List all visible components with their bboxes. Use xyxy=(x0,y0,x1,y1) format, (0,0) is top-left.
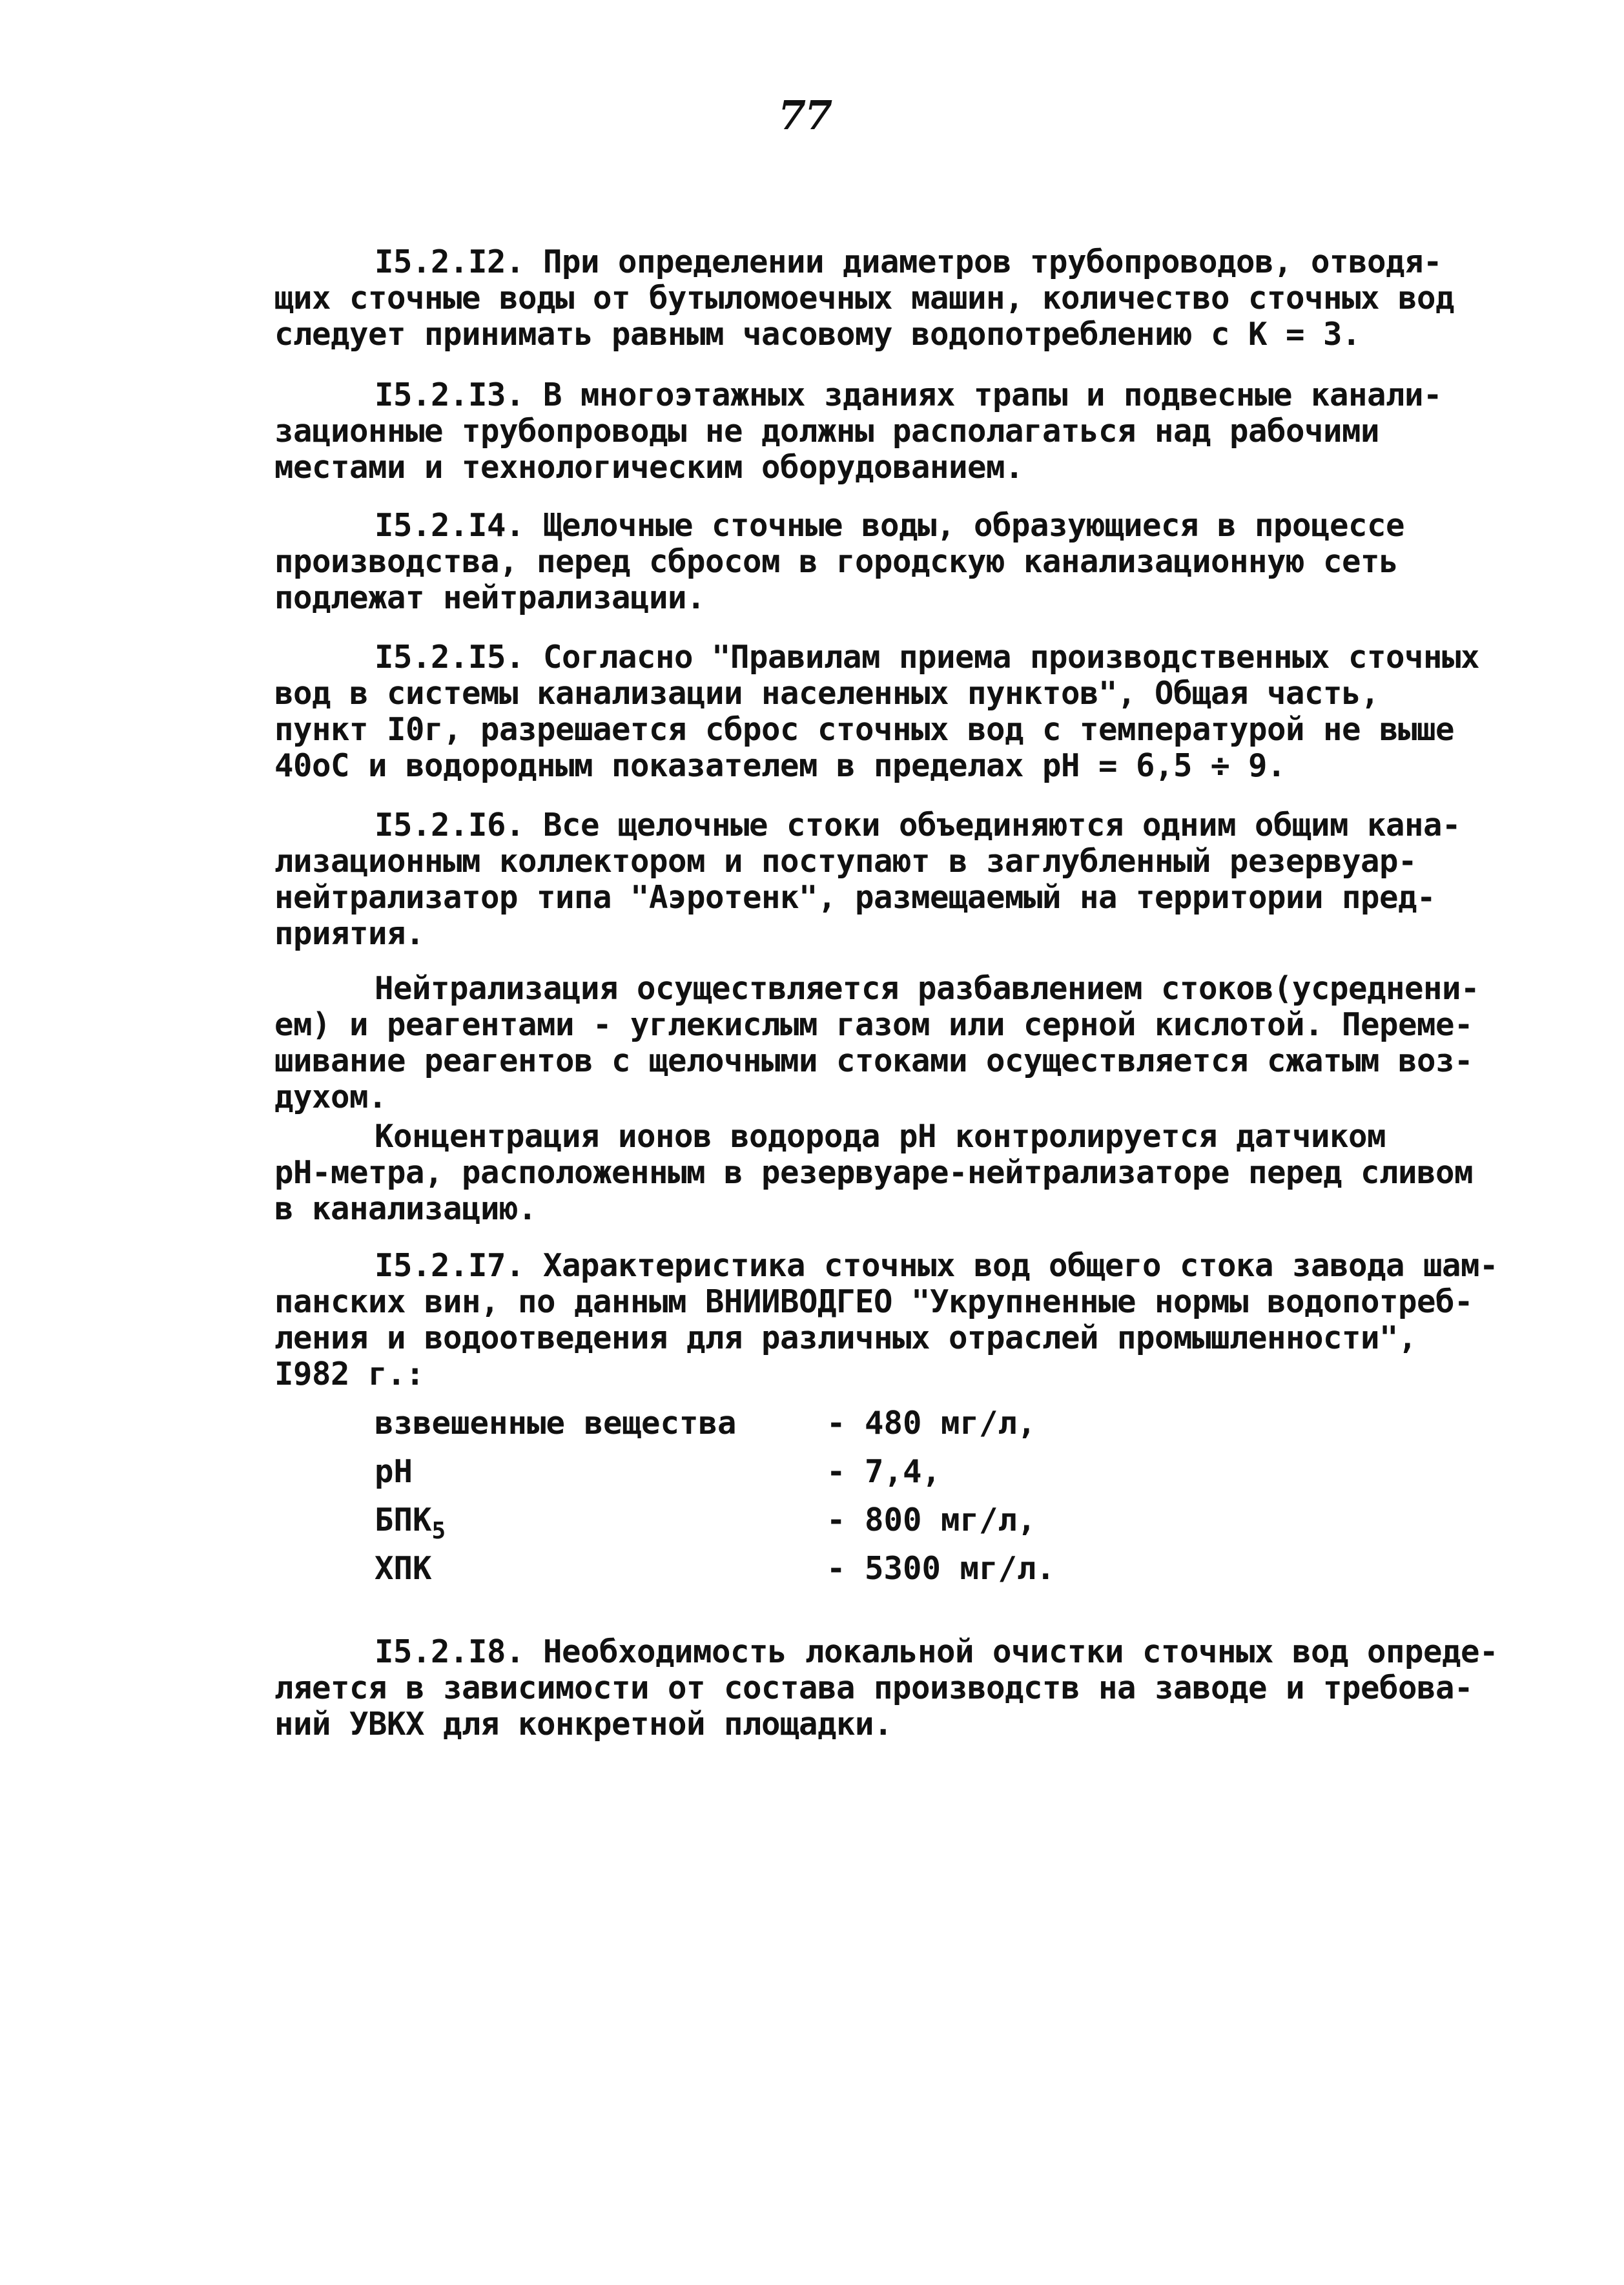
text-line: приятия. xyxy=(274,915,425,952)
list-item xyxy=(375,1496,1055,1544)
text-line: панских вин, по данным ВНИИВОДГЕО "Укрупненные нормы водопотреб- xyxy=(274,1283,1474,1320)
characteristic-value: - 800 мг/л, xyxy=(827,1502,1036,1538)
text-line: нейтрализатор типа "Аэротенк", размещаемый на территории пред- xyxy=(274,879,1436,916)
characteristic-name: взвешенные вещества xyxy=(375,1405,737,1442)
paragraph-15-2-15 xyxy=(274,639,1572,784)
paragraph-15-2-17 xyxy=(274,1248,1572,1392)
text-line: 40оС и водородным показателем в пределах рН = 6,5 ÷ 9. xyxy=(274,747,1286,784)
characteristic-name-wrapper xyxy=(375,1496,827,1544)
text-line: зационные трубопроводы не должны располагаться над рабочими xyxy=(274,413,1380,450)
characteristic-value: - 7,4, xyxy=(827,1453,941,1490)
list-item xyxy=(375,1544,1055,1593)
characteristic-name: рН xyxy=(375,1453,413,1490)
paragraph-15-2-13 xyxy=(274,377,1572,486)
text-line: подлежат нейтрализации. xyxy=(274,579,706,616)
text-line: I5.2.I2. При определении диаметров трубопроводов, отводя- xyxy=(375,243,1443,280)
paragraph-15-2-18 xyxy=(274,1634,1572,1742)
text-line: I5.2.I5. Согласно "Правилам приема производственных сточных xyxy=(375,639,1480,676)
characteristic-subscript: 5 xyxy=(431,1518,446,1544)
text-line: ний УВКХ для конкретной площадки. xyxy=(274,1706,893,1742)
characteristic-name: ХПК xyxy=(375,1550,432,1587)
text-line: следует принимать равным часовому водопотреблению с К = 3. xyxy=(274,316,1361,353)
text-line: I5.2.I7. Характеристика сточных вод общего стока завода шам- xyxy=(375,1247,1499,1284)
text-line: духом. xyxy=(274,1079,387,1115)
text-line: местами и технологическим оборудованием. xyxy=(274,449,1024,486)
text-line: Концентрация ионов водорода рН контролируется датчиком xyxy=(375,1118,1386,1155)
text-line: щих сточные воды от бутыломоечных машин, количество сточных вод xyxy=(274,280,1455,316)
text-line: лизационным коллектором и поступают в заглубленный резервуар- xyxy=(274,843,1417,880)
text-line: вод в системы канализации населенных пунктов", Общая часть, xyxy=(274,675,1380,712)
list-item xyxy=(375,1399,1055,1447)
text-line: I982 г.: xyxy=(274,1356,425,1392)
text-line: I5.2.I6. Все щелочные стоки объединяются одним общим кана- xyxy=(375,807,1461,843)
paragraph-15-2-12 xyxy=(274,244,1572,353)
text-line: ляется в зависимости от состава производств на заводе и требова- xyxy=(274,1670,1474,1706)
characteristic-name: БПК xyxy=(375,1502,432,1538)
paragraph-15-2-16 xyxy=(274,807,1572,952)
text-line: пункт I0г, разрешается сброс сточных вод с температурой не выше xyxy=(274,711,1455,748)
text-line: в канализацию. xyxy=(274,1190,537,1227)
paragraph-neutralization xyxy=(274,971,1572,1115)
paragraph-15-2-14 xyxy=(274,508,1572,616)
text-line: I5.2.I8. Необходимость локальной очистки сточных вод опреде- xyxy=(375,1633,1499,1670)
text-line: шивание реагентов с щелочными стоками осуществляется сжатым воз- xyxy=(274,1042,1474,1079)
list-item xyxy=(375,1447,1055,1496)
characteristic-value: - 5300 мг/л. xyxy=(827,1550,1056,1587)
wastewater-characteristics-list xyxy=(375,1399,1055,1593)
text-line: I5.2.I3. В многоэтажных зданиях трапы и подвесные канали- xyxy=(375,377,1443,413)
characteristic-value: - 480 мг/л, xyxy=(827,1405,1036,1442)
text-line: производства, перед сбросом в городскую канализационную сеть xyxy=(274,543,1399,580)
text-line: ем) и реагентами - углекислым газом или серной кислотой. Переме- xyxy=(274,1006,1474,1043)
text-line: рН-метра, расположенным в резервуаре-нейтрализаторе перед сливом xyxy=(274,1154,1474,1191)
page-number: 77 xyxy=(778,92,832,139)
text-line: I5.2.I4. Щелочные сточные воды, образующиеся в процессе xyxy=(375,507,1405,544)
text-line: ления и водоотведения для различных отраслей промышленности", xyxy=(274,1319,1417,1356)
text-line: Нейтрализация осуществляется разбавлением стоков(усреднени- xyxy=(375,970,1480,1007)
paragraph-ph-concentration xyxy=(274,1119,1572,1227)
